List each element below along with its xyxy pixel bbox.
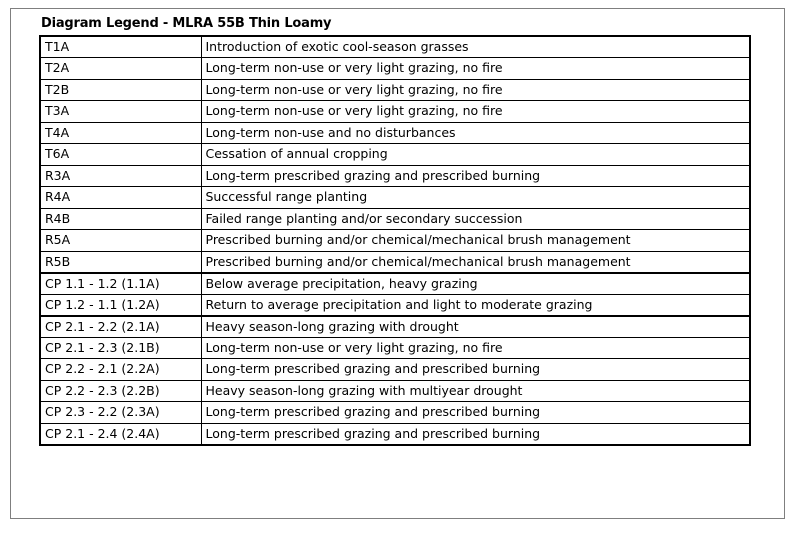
row-code: CP 2.1 - 2.3 (2.1B) xyxy=(40,337,201,359)
table-row xyxy=(40,273,750,295)
row-description: Cessation of annual cropping xyxy=(201,144,750,166)
row-code: T6A xyxy=(40,144,201,166)
row-description: Heavy season-long grazing with multiyear drought xyxy=(201,380,750,402)
row-description: Below average precipitation, heavy grazing xyxy=(201,273,750,295)
table-row xyxy=(40,294,750,316)
legend-table xyxy=(39,35,751,446)
row-code: T2A xyxy=(40,58,201,80)
table-row xyxy=(40,337,750,359)
row-description: Long-term non-use or very light grazing, no fire xyxy=(201,79,750,101)
table-row xyxy=(40,316,750,338)
table-row xyxy=(40,58,750,80)
row-description: Long-term prescribed grazing and prescribed burning xyxy=(201,423,750,445)
row-code: R5B xyxy=(40,251,201,273)
table-row xyxy=(40,402,750,424)
row-code: CP 2.2 - 2.1 (2.2A) xyxy=(40,359,201,381)
table-row xyxy=(40,165,750,187)
row-code: T1A xyxy=(40,36,201,58)
table-row xyxy=(40,380,750,402)
row-code: CP 1.2 - 1.1 (1.2A) xyxy=(40,294,201,316)
row-description: Long-term non-use or very light grazing, no fire xyxy=(201,101,750,123)
row-code: CP 2.3 - 2.2 (2.3A) xyxy=(40,402,201,424)
row-code: T4A xyxy=(40,122,201,144)
row-description: Successful range planting xyxy=(201,187,750,209)
table-row xyxy=(40,187,750,209)
legend-title: Diagram Legend - MLRA 55B Thin Loamy xyxy=(41,16,332,31)
row-description: Introduction of exotic cool-season grasses xyxy=(201,36,750,58)
row-description: Long-term non-use or very light grazing, no fire xyxy=(201,58,750,80)
row-description: Return to average precipitation and light to moderate grazing xyxy=(201,294,750,316)
row-description: Long-term prescribed grazing and prescribed burning xyxy=(201,402,750,424)
row-description: Prescribed burning and/or chemical/mechanical brush management xyxy=(201,230,750,252)
table-row xyxy=(40,122,750,144)
row-description: Long-term prescribed grazing and prescribed burning xyxy=(201,359,750,381)
row-code: R5A xyxy=(40,230,201,252)
row-description: Failed range planting and/or secondary succession xyxy=(201,208,750,230)
row-code: R4A xyxy=(40,187,201,209)
row-code: CP 2.1 - 2.2 (2.1A) xyxy=(40,316,201,338)
row-code: R4B xyxy=(40,208,201,230)
row-description: Prescribed burning and/or chemical/mechanical brush management xyxy=(201,251,750,273)
row-code: T3A xyxy=(40,101,201,123)
table-row xyxy=(40,36,750,58)
table-row xyxy=(40,101,750,123)
table-row xyxy=(40,79,750,101)
table-row xyxy=(40,423,750,445)
row-code: CP 2.1 - 2.4 (2.4A) xyxy=(40,423,201,445)
row-code: T2B xyxy=(40,79,201,101)
row-code: CP 2.2 - 2.3 (2.2B) xyxy=(40,380,201,402)
row-code: R3A xyxy=(40,165,201,187)
row-description: Long-term prescribed grazing and prescribed burning xyxy=(201,165,750,187)
row-description: Long-term non-use and no disturbances xyxy=(201,122,750,144)
table-row xyxy=(40,359,750,381)
row-description: Long-term non-use or very light grazing, no fire xyxy=(201,337,750,359)
row-code: CP 1.1 - 1.2 (1.1A) xyxy=(40,273,201,295)
table-row xyxy=(40,251,750,273)
table-row xyxy=(40,208,750,230)
table-row xyxy=(40,230,750,252)
row-description: Heavy season-long grazing with drought xyxy=(201,316,750,338)
table-row xyxy=(40,144,750,166)
